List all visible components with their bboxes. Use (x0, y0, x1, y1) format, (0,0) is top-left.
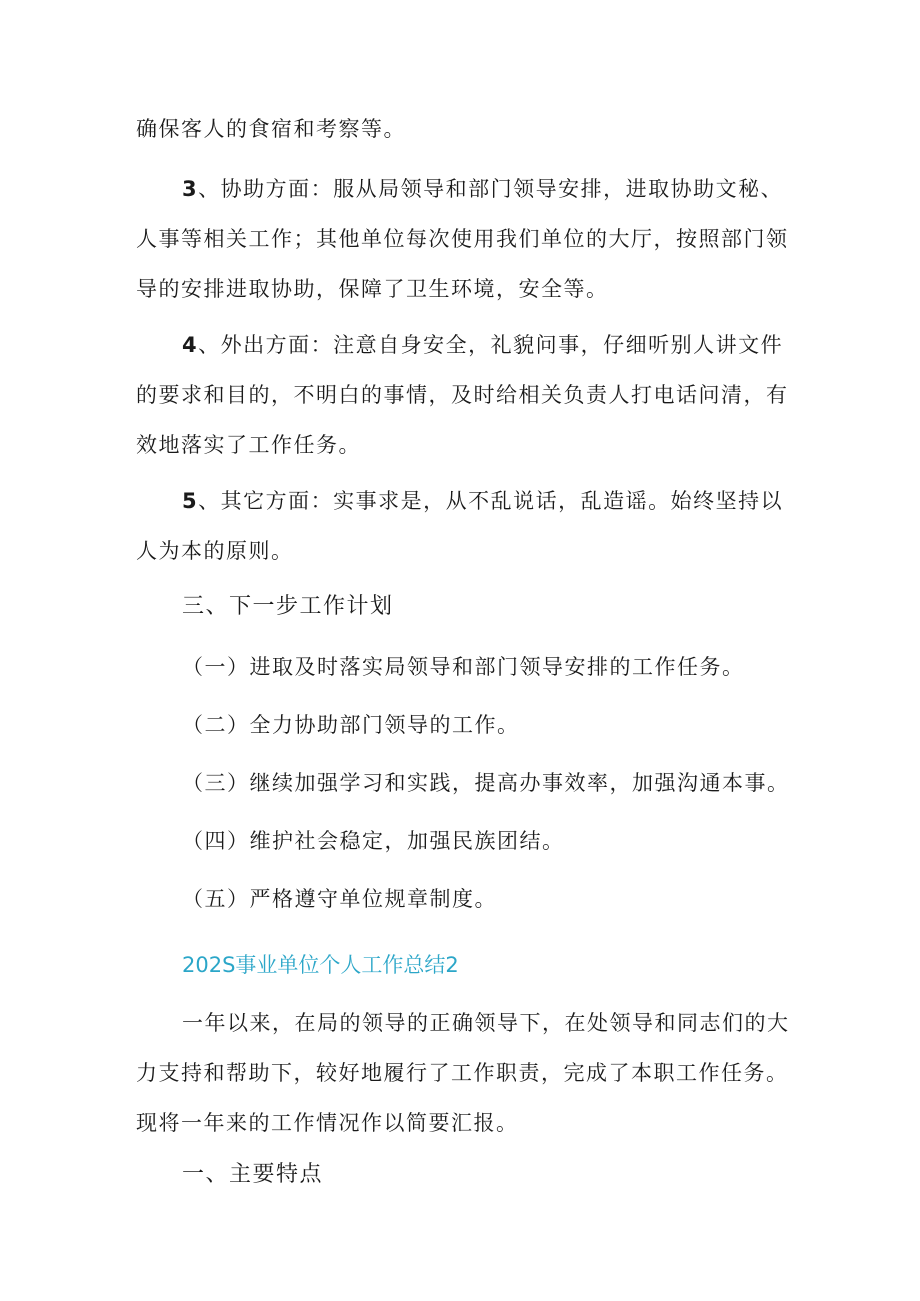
item-text: 、外出方面：注意自身安全，礼貌问事，仔细听别人讲文件的要求和目的，不明白的事情，及时给相关负责人打电话问清，有效地落实了工作任务。 (136, 333, 789, 457)
item-text: 、协助方面：服从局领导和部门领导安排，进取协助文秘、人事等相关工作；其他单位每次使用我们单位的大厅，按照部门领导的安排进取协助，保障了卫生环境，安全等。 (136, 177, 789, 301)
paragraph-item-4 (136, 320, 796, 470)
plan-item: （四）维护社会稳定，加强民族团结。 (182, 829, 565, 853)
section-heading-next-plan: 三、下一步工作计划 (182, 594, 394, 619)
item-text: 、其它方面：实事求是，从不乱说话，乱造谣。始终坚持以人为本的原则。 (136, 489, 784, 563)
item-number: 4 (182, 333, 199, 357)
document-title: 202S事业单位个人工作总结2 (182, 953, 459, 977)
item-number: 3 (182, 177, 199, 201)
section-heading-main-features: 一、主要特点 (182, 1162, 324, 1187)
plan-item: （二）全力协助部门领导的工作。 (182, 713, 520, 737)
paragraph-item-5 (136, 476, 796, 576)
intro-paragraph: 一年以来，在局的领导的正确领导下，在处领导和同志们的大力支持和帮助下，较好地履行了工作职责，完成了本职工作任务。现将一年来的工作情况作以简要汇报。 (136, 1011, 790, 1135)
paragraph-item-3 (136, 164, 796, 314)
paragraph-continuation: 确保客人的食宿和考察等。 (136, 117, 406, 141)
plan-item: （一）进取及时落实局领导和部门领导安排的工作任务。 (182, 655, 745, 679)
item-number: 5 (182, 489, 199, 513)
plan-item: （三）继续加强学习和实践，提高办事效率，加强沟通本事。 (182, 771, 790, 795)
plan-item: （五）严格遵守单位规章制度。 (182, 887, 497, 911)
